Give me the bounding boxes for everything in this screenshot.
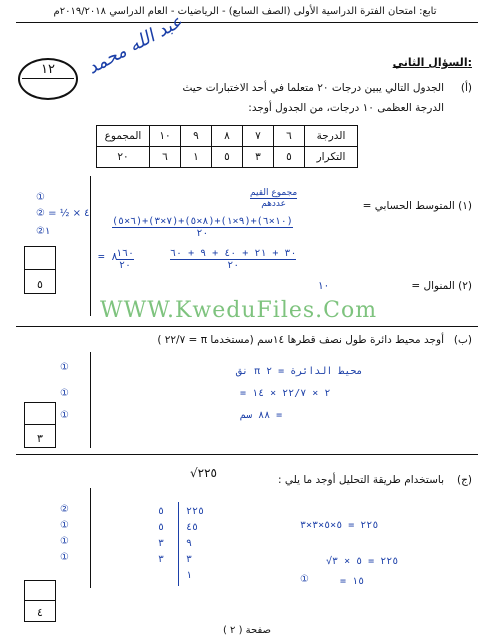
part-c-mark-1: ②: [60, 504, 69, 515]
part-b-mark-2: ①: [60, 388, 69, 399]
mark-box-part-a: [24, 246, 56, 294]
part-c-mark-5: ①: [300, 574, 309, 585]
grade-cell: ٦: [274, 126, 305, 147]
part-b-work-line3: = ٨٨ سم: [240, 410, 283, 421]
q1-work-line3-denominator: ٢٠: [119, 260, 132, 271]
part-c-work-line2: √٢٢٥ = ٥ × ٣: [326, 556, 399, 567]
part-b-work-line1: محيط الدائرة = ٢ π نق: [236, 366, 363, 377]
part-a-label: (أ): [460, 82, 472, 94]
page-footer: صفحة ( ٢ ): [222, 625, 272, 636]
frequency-cell: ٦: [150, 147, 181, 168]
mark-box-score: ٤: [37, 606, 43, 619]
part-b-label: (ب): [453, 334, 472, 346]
division-dividends: [186, 504, 204, 584]
q1-work-line2-numerator: ٣٠ + ٢١ + ٤٠ + ٩ + ٦٠: [170, 248, 297, 259]
row-label-frequency: التكرار: [305, 147, 358, 168]
q2-answer: ١٠: [318, 280, 330, 292]
total-score-value: ١٢: [41, 62, 55, 77]
q1-work-line1-denominator: ٢٠: [196, 228, 209, 239]
division-divisors: [158, 504, 164, 568]
frequency-total: ٢٠: [97, 147, 150, 168]
page-header-title: تابع: امتحان الفترة الدراسية الأولى (الصف السابع) - الرياضيات - العام الدراسي ٢٠١٩/٢٠١٨م: [53, 6, 437, 17]
mark-box-part-b: [24, 402, 56, 448]
total-score-circle: [18, 58, 78, 100]
q1-work-line2: [170, 248, 296, 271]
student-name-handwritten: عبد الله محمد: [84, 11, 186, 79]
division-dividend: ٢٢٥: [186, 506, 205, 517]
row-label-grade: الدرجة: [305, 126, 358, 147]
part-a-text-line2: الدرجة العظمى ١٠ درجات، من الجدول أوجد:: [248, 102, 444, 114]
table-row-frequency: [97, 147, 358, 168]
grade-cell: ٨: [212, 126, 243, 147]
frequency-cell: ٥: [212, 147, 243, 168]
q1-label: (١) المتوسط الحسابي =: [362, 200, 472, 212]
q1-mark-2: ② = ½ × ٤: [36, 208, 90, 219]
part-c-work-line1: ٢٢٥ = ٥×٥×٣×٣: [300, 520, 379, 531]
division-line: [178, 502, 179, 586]
grade-cell: ٧: [243, 126, 274, 147]
part-b-mark-3: ①: [60, 410, 69, 421]
division-dividend: ١: [186, 570, 193, 581]
q2-label: (٢) المنوال =: [411, 280, 472, 292]
q1-fraction-numerator: مجموع القيم: [250, 188, 298, 198]
margin-line-part-c: [90, 488, 91, 588]
section-title: السؤال الثاني:: [392, 56, 472, 69]
part-a-text-line1: الجدول التالي يبين درجات ٢٠ متعلما في أحد الاختبارات حيث: [182, 82, 444, 94]
frequency-cell: ٣: [243, 147, 274, 168]
part-c-label: (ج): [457, 474, 472, 486]
mark-box-top: [25, 247, 55, 270]
grade-cell: ٩: [181, 126, 212, 147]
q1-result: = ٨: [98, 250, 118, 263]
division-divisor: ٥: [158, 506, 165, 517]
frequency-cell: ١: [181, 147, 212, 168]
mark-box-top: [25, 403, 55, 425]
division-divisor: ٣: [158, 538, 165, 549]
division-dividend: ٣: [186, 554, 193, 565]
part-c-mark-3: ①: [60, 536, 69, 547]
division-divisor: ٣: [158, 554, 165, 565]
margin-line-part-b: [90, 352, 91, 448]
division-divisor: ٥: [158, 522, 165, 533]
score-divider: [22, 78, 74, 79]
part-c-expression: √٢٢٥: [190, 466, 217, 480]
section-divider-1: [16, 326, 478, 327]
part-b-text: أوجد محيط دائرة طول نصف قطرها ١٤سم (مستخدما π = ٢٢/٧ ): [157, 334, 444, 346]
mark-box-score: ٣: [37, 432, 43, 445]
division-dividend: ٤٥: [186, 522, 199, 533]
watermark-text: WWW.KweduFiles.Com: [100, 298, 378, 323]
q1-work-line2-denominator: ٢٠: [227, 260, 240, 271]
part-b-work-line2: = ٢ × ٢٢/٧ × ١٤: [240, 388, 331, 399]
part-c-mark-2: ①: [60, 520, 69, 531]
grade-total-header: المجموع: [97, 126, 150, 147]
part-b-mark-1: ①: [60, 362, 69, 373]
mark-box-part-c: [24, 580, 56, 622]
mark-box-score: ٥: [37, 278, 43, 291]
part-c-text: باستخدام طريقة التحليل أوجد ما يلي :: [278, 474, 444, 486]
part-c-mark-4: ①: [60, 552, 69, 563]
grade-cell: ١٠: [150, 126, 181, 147]
q1-fraction-denominator: عددهم: [261, 199, 287, 209]
mark-box-top: [25, 581, 55, 601]
q1-mark-3: ②١: [36, 226, 51, 237]
q1-work-line1-numerator: (٦×٥)+(٧×٣)+(٨×٥)+(٩×١)+(١٠×٦): [112, 216, 293, 227]
header-divider: [16, 22, 478, 23]
q1-work-line1: [112, 216, 293, 239]
q1-mark-1: ①: [36, 192, 45, 203]
division-dividend: ٩: [186, 538, 193, 549]
part-c-work-line3: = ١٥: [340, 576, 365, 587]
table-row-grades: [97, 126, 358, 147]
q1-fraction: [250, 188, 297, 209]
frequency-cell: ٥: [274, 147, 305, 168]
q1-work-line3: [116, 248, 134, 271]
margin-line-q1: [90, 176, 91, 316]
q1-work-line3-numerator: ١٦٠: [116, 248, 135, 259]
section-divider-2: [16, 454, 478, 455]
frequency-table: [96, 125, 358, 168]
